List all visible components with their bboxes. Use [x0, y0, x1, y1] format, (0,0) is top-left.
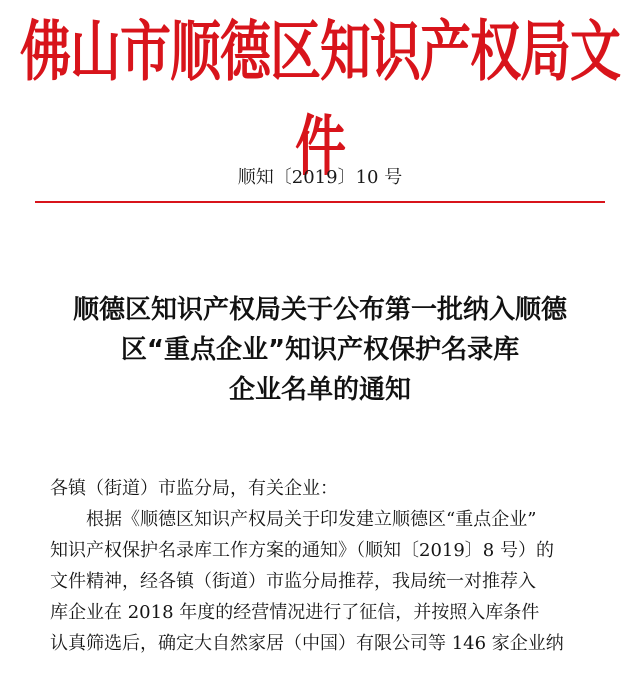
masthead-title: 佛山市顺德区知识产权局文件	[19, 14, 620, 186]
notice-title-line: 顺德区知识产权局关于公布第一批纳入顺德	[72, 295, 567, 325]
salutation: 各镇（街道）市监分局，有关企业：	[50, 478, 338, 499]
paragraph-line: 库企业在 2018 年度的经营情况进行了征信，并按照入库条件	[50, 602, 540, 623]
notice-title-line: 区“重点企业”知识产权保护名录库	[120, 335, 520, 365]
paragraph-line: 知识产权保护名录库工作方案的通知》（顺知〔2019〕8 号）的	[50, 540, 554, 561]
paragraph-line: 根据《顺德区知识产权局关于印发建立顺德区“重点企业”	[86, 509, 537, 530]
notice-body	[50, 473, 620, 659]
notice-title	[0, 290, 640, 410]
notice-title-line: 企业名单的通知	[228, 375, 411, 405]
document-number: 顺知〔2019〕10 号	[237, 167, 403, 188]
red-divider-line	[35, 201, 605, 203]
paragraph-line: 认真筛选后，确定大自然家居（中国）有限公司等 146 家企业纳	[50, 633, 564, 654]
paragraph-line: 文件精神，经各镇（街道）市监分局推荐，我局统一对推荐入	[50, 571, 536, 592]
